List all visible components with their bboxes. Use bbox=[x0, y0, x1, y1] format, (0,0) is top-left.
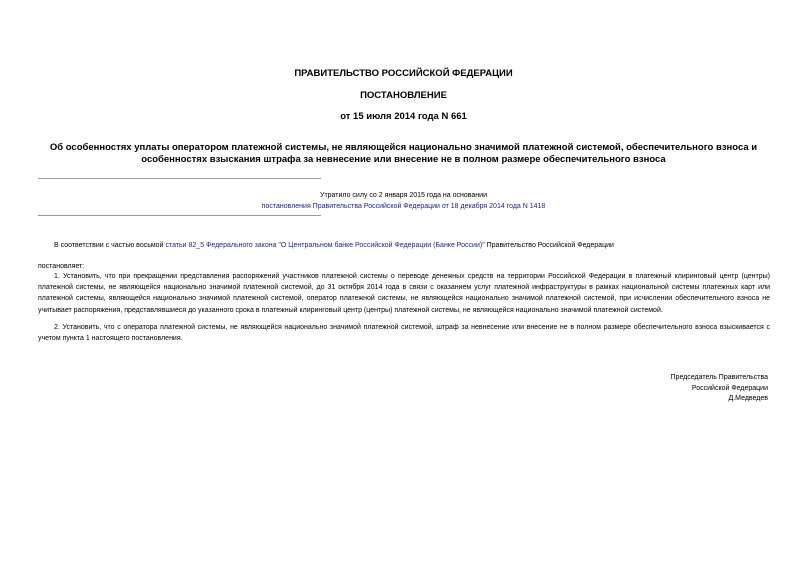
law-article-link[interactable]: статьи 82_5 Федерального закона "О Центральном банке Российской Федерации (Банке России)" bbox=[165, 242, 485, 249]
intro-suffix: Правительство Российской Федерации bbox=[484, 242, 614, 249]
item-1-paragraph: 1. Установить, что при прекращении представления распоряжений участников платежной системы о переводе денежных средств на территории Российской Федерации в платежный клиринговый центр (центры) платежной системы, не являющейся национально значимой платежной системой, до 31 октября 2014 года в связи с оказанием услуг платежной инфраструктуры в рамках национальной системы платежных карт или платежной системы, являющейся национально значимой платежной системой, оператор платежной системы, не являющейся национально значимой платежной системой, при исчислении обеспечительного взноса не учитывает распоряжения, представлявшиеся до указанного срока в платежный клиринговый центр (центры) платежной системы, не являющейся национально значимой платежной системой. bbox=[38, 273, 770, 314]
government-heading: ПРАВИТЕЛЬСТВО РОССИЙСКОЙ ФЕДЕРАЦИИ bbox=[294, 68, 513, 79]
signature-block bbox=[671, 373, 768, 405]
intro-paragraph bbox=[38, 240, 770, 251]
intro-prefix: В соответствии с частью восьмой bbox=[54, 242, 166, 249]
status-note-link[interactable]: постановления Правительства Российской Федерации от 18 декабря 2014 года N 1418 bbox=[261, 203, 546, 210]
status-note bbox=[0, 190, 807, 212]
signature-name: Д.Медведев bbox=[728, 395, 768, 402]
divider-bottom bbox=[38, 215, 321, 216]
divider-top bbox=[38, 178, 321, 179]
resolves-text: постановляет: bbox=[38, 263, 85, 270]
signature-org: Российской Федерации bbox=[691, 384, 768, 392]
signature-position: Председатель Правительства bbox=[670, 374, 768, 381]
document-date: от 15 июля 2014 года N 661 bbox=[340, 111, 467, 122]
document-type-heading: ПОСТАНОВЛЕНИЕ bbox=[360, 90, 447, 101]
item-2-paragraph: 2. Установить, что с оператора платежной системы, не являющейся национально значимой платежной системой, штраф за невнесение или внесение не в полном размере обеспечительного взноса взыскивается с учетом пункта 1 настоящего постановления. bbox=[38, 324, 770, 343]
document-title: Об особенностях уплаты оператором платежной системы, не являющейся национально значимой платежной системой, обеспечительного взноса и особенностях взыскания штрафа за невнесение или внесение не в полном размере обеспечительного взноса bbox=[49, 142, 758, 165]
status-note-text: Утратило силу со 2 января 2015 года на основании bbox=[320, 192, 487, 199]
